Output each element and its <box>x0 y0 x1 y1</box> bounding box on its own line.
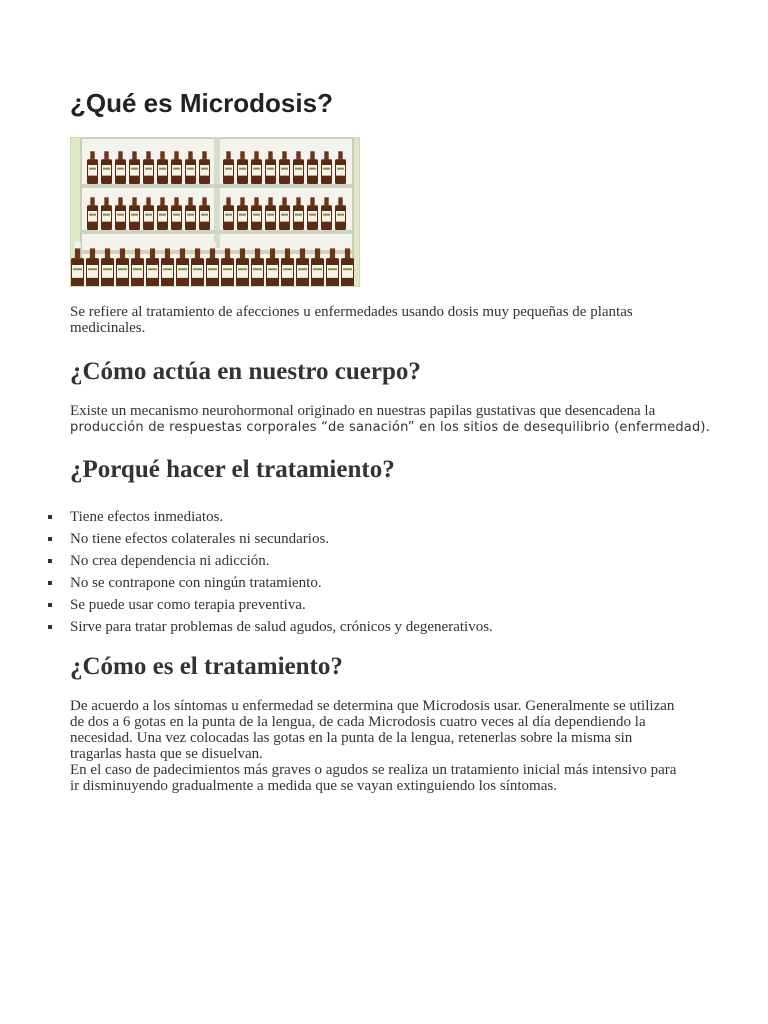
list-item: Sirve para tratar problemas de salud agudos, crónicos y degenerativos. <box>48 616 688 638</box>
intro-paragraph: Se refiere al tratamiento de afecciones u enfermedades usando dosis muy pequeñas de plantas medicinales. <box>70 304 633 336</box>
como-actua-paragraph <box>70 403 710 436</box>
como-actua-text-1: Existe un mecanismo neurohormonal originado en nuestras papilas gustativas que desencadena la <box>70 403 656 419</box>
square-bullet-icon <box>48 515 52 519</box>
square-bullet-icon <box>48 625 52 629</box>
section-heading-como-actua: ¿Cómo actúa en nuestro cuerpo? <box>70 358 421 385</box>
list-item: No tiene efectos colaterales ni secundarios. <box>48 528 688 550</box>
como-actua-text-2: producción de respuestas corporales “de sanación” en los sitios de desequilibrio (enfermedad) <box>70 420 706 435</box>
square-bullet-icon <box>48 559 52 563</box>
list-item: No se contrapone con ningún tratamiento. <box>48 572 688 594</box>
list-item: No crea dependencia ni adicción. <box>48 550 688 572</box>
square-bullet-icon <box>48 603 52 607</box>
page-title: ¿Qué es Microdosis? <box>70 88 333 118</box>
square-bullet-icon <box>48 581 52 585</box>
como-es-paragraph: De acuerdo a los síntomas u enfermedad se determina que Microdosis usar. Generalmente se utilizan de dos a 6 gotas en la punta de la lengua, de cada Microdosis cuatro veces al día dependiendo la necesidad. Una vez colocadas las gotas en la punta de la lengua, retenerlas sobre la misma sin tragarlas hasta que se disuelvan. En el caso de padecimientos más graves o agudos se realiza un tratamiento inicial más intensivo para ir disminuyendo gradualmente a medida que se vayan extinguiendo los síntomas. <box>70 698 677 794</box>
list-item: Tiene efectos inmediatos. <box>48 506 688 528</box>
benefits-list <box>48 506 688 638</box>
section-heading-como-es: ¿Cómo es el tratamiento? <box>70 653 343 680</box>
shelf-photo <box>70 137 360 287</box>
list-item: Se puede usar como terapia preventiva. <box>48 594 688 616</box>
bottles-on-shelves-image <box>71 138 360 287</box>
section-heading-porque: ¿Porqué hacer el tratamiento? <box>70 456 395 483</box>
como-actua-text-3: . <box>705 419 710 435</box>
square-bullet-icon <box>48 537 52 541</box>
